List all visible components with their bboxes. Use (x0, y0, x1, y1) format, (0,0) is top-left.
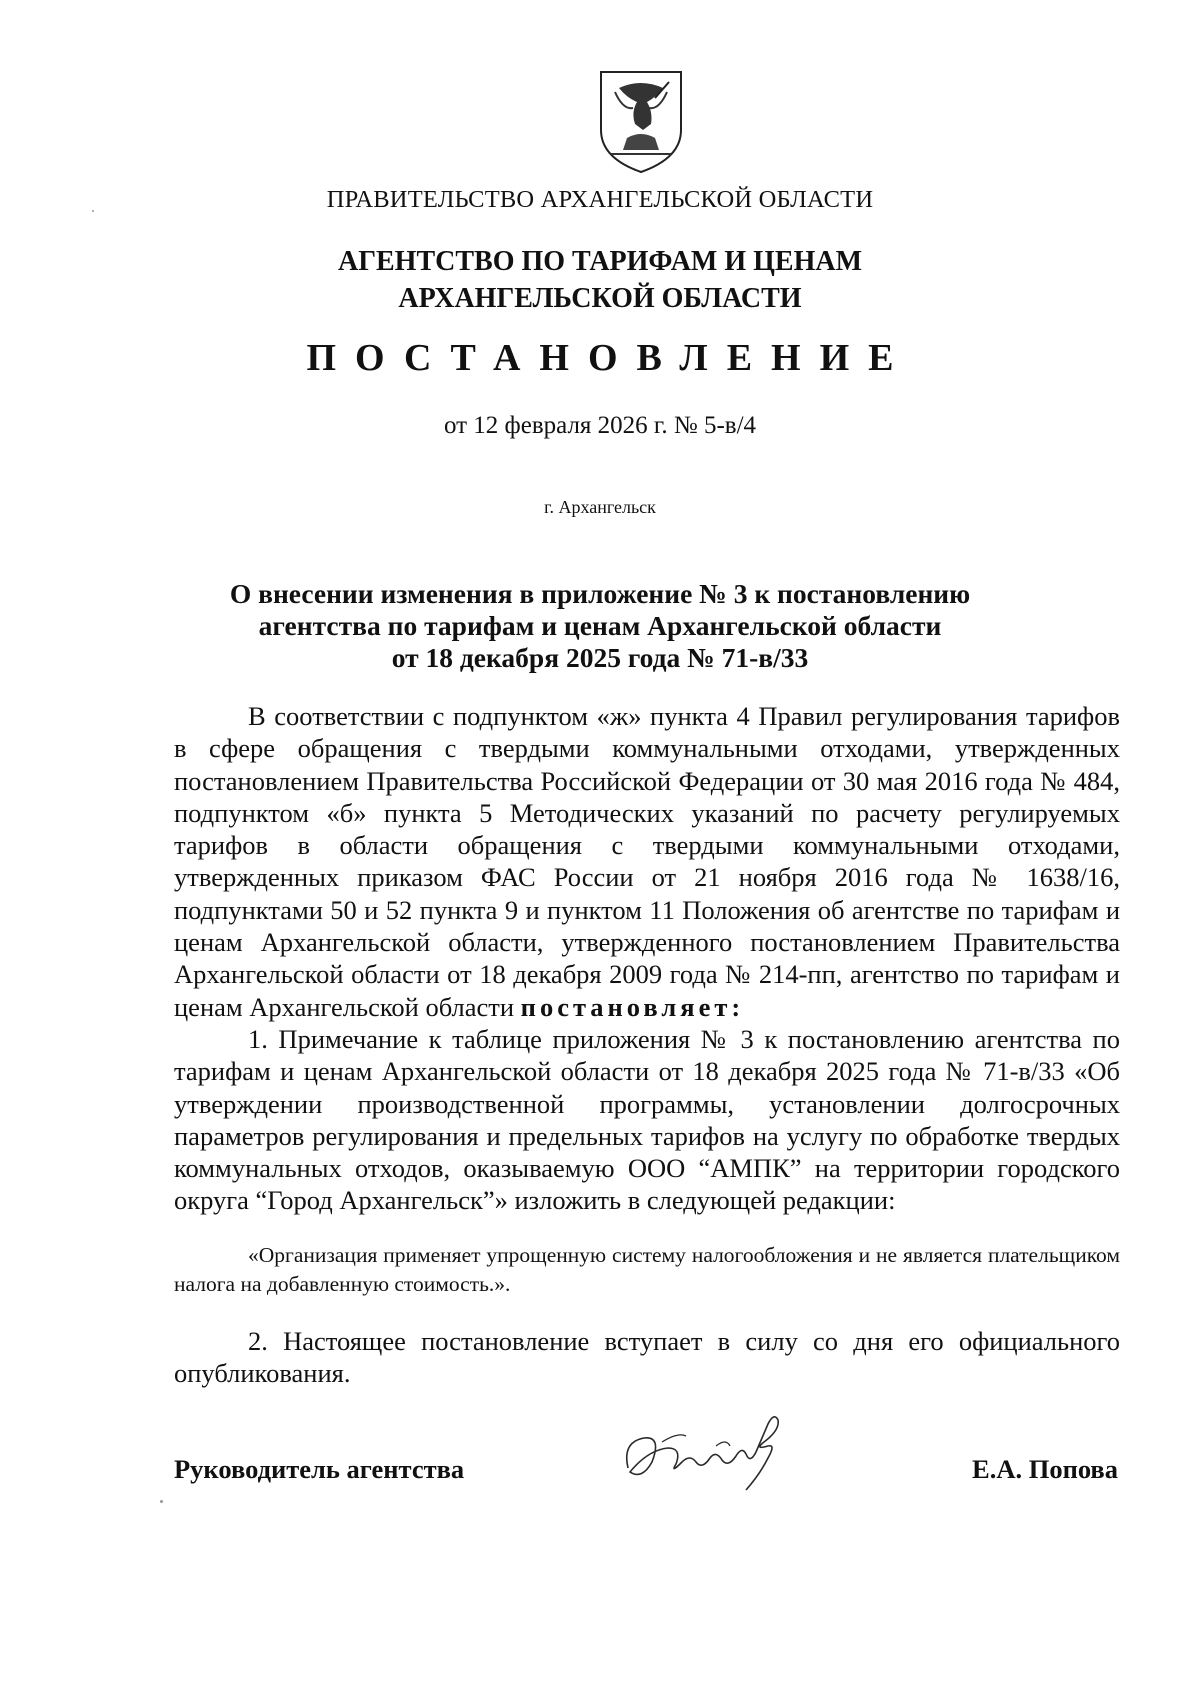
document-date-number: от 12 февраля 2026 г. № 5-в/4 (443, 412, 757, 439)
handwritten-signature (618, 1402, 803, 1497)
scan-speck (160, 1500, 163, 1503)
preamble-text: В соответствии с подпунктом «ж» пункта 4 Правил регулирования тарифов в сфере обращения с твердыми коммунальными отходами, утвержденных постановлением Правительства Российской Федерации от 30 мая 2016 года № 484, подпунктом «б» пункта 5 Методических указаний по расчету регулируемых тарифов в области обращения с твердыми коммунальными отходами, утвержденных приказом ФАС России от 21 ноября 2016 года № 1638/16, подпунктами 50 и 52 пункта 9 и пунктом 11 Положения об агентстве по тарифам и ценам Архангельской области, утвержденного постановлением Правительства Архангельской области от 18 декабря 2009 года № 214-пп, агентство по тарифам и ценам Архангельской области (174, 701, 1120, 1022)
document-subject (0, 578, 1200, 674)
item-1-paragraph: 1. Примечание к таблице приложения № 3 к постановлению агентства по тарифам и ценам Архангельской области от 18 декабря 2025 года № 71-в/33 «Об утверждении производственной программы, установлении долгосрочных параметров регулирования и предельных тарифов на услугу по обработке твердых коммунальных отходов, оказываемую ООО “АМПК” на территории городского округа “Город Архангельск”» изложить в следующей редакции: (174, 1024, 1120, 1216)
coat-of-arms-icon (597, 68, 685, 176)
subject-line1: О внесении изменения в приложение № 3 к постановлению (229, 578, 971, 609)
subject-line2: агентства по тарифам и ценам Архангельской области (258, 610, 942, 641)
document-city: г. Архангельск (544, 497, 656, 517)
signer-name: Е.А. Попова (972, 1454, 1118, 1484)
subject-line3: от 18 декабря 2025 года № 71-в/33 (391, 642, 809, 673)
government-name: ПРАВИТЕЛЬСТВО АРХАНГЕЛЬСКОЙ ОБЛАСТИ (326, 186, 874, 213)
signer-position: Руководитель агентства (174, 1454, 465, 1484)
agency-name-line1: АГЕНТСТВО ПО ТАРИФАМ И ЦЕНАМ (337, 246, 863, 277)
quoted-note: «Организация применяет упрощенную систему налогообложения и не является плательщиком налога на добавленную стоимость.». (174, 1243, 1120, 1296)
agency-name-line2: АРХАНГЕЛЬСКОЙ ОБЛАСТИ (398, 283, 802, 314)
preamble-paragraph (174, 700, 1120, 1023)
decides-word: постановляет: (520, 991, 745, 1022)
document-type: ПОСТАНОВЛЕНИЕ (306, 337, 913, 379)
agency-name (0, 243, 1200, 317)
item-2-paragraph: 2. Настоящее постановление вступает в силу со дня его официального опубликования. (174, 1326, 1120, 1389)
scan-speck (92, 210, 94, 212)
